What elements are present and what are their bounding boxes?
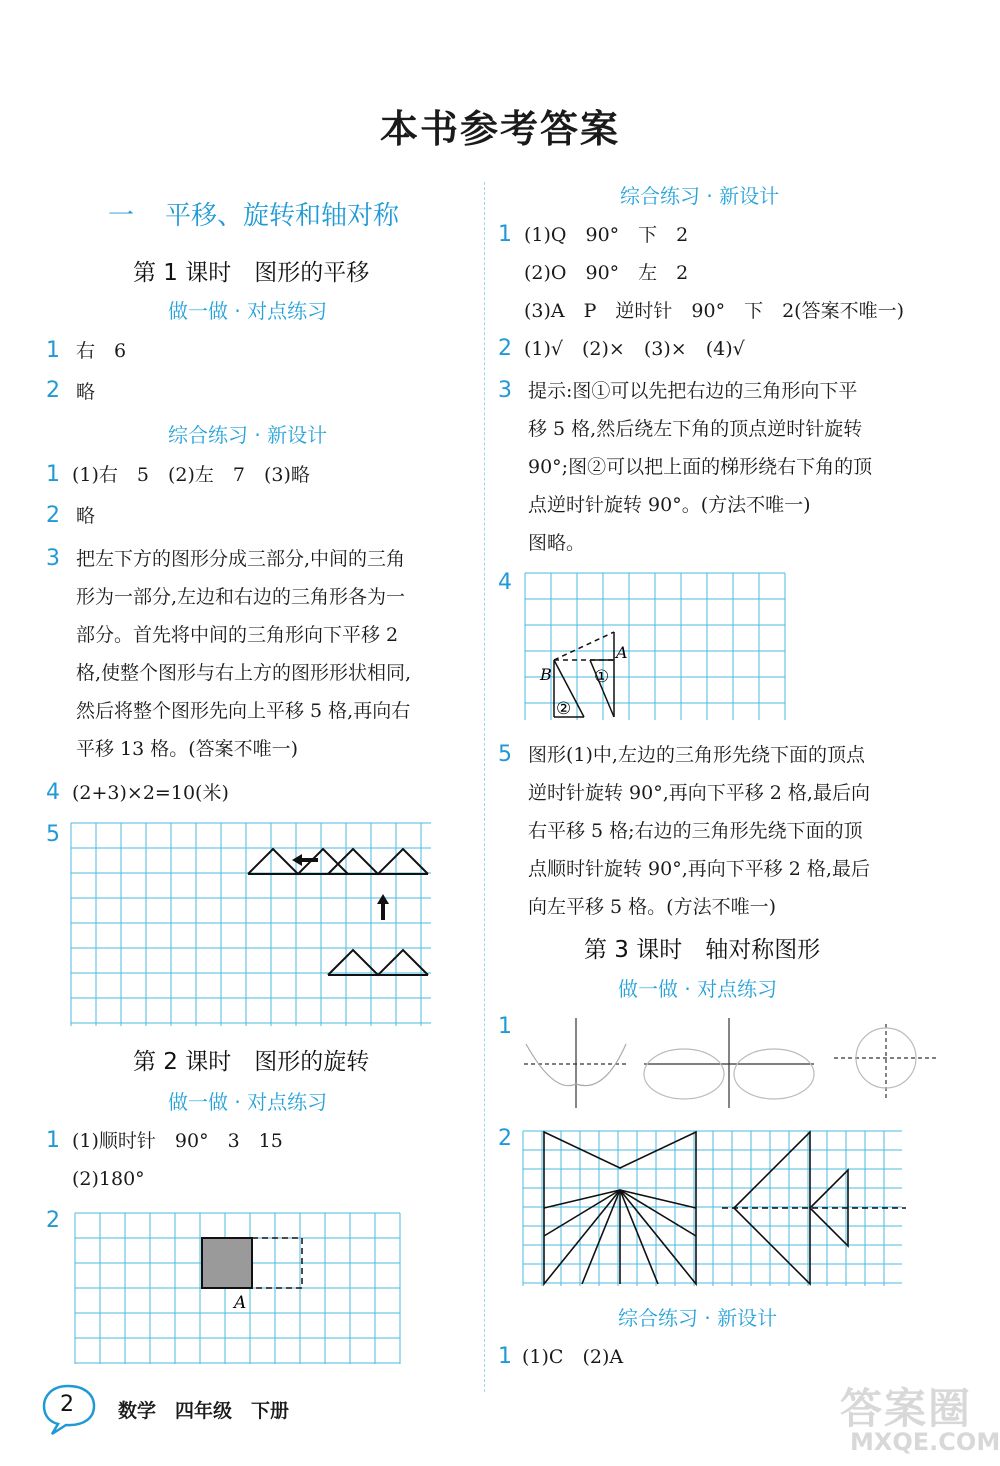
question-number: 5 <box>498 742 512 767</box>
rotation-answer-grid <box>524 572 786 722</box>
fig4-label-b: B <box>540 665 552 684</box>
answer-text: 右 6 <box>76 340 127 362</box>
symmetry-figures <box>514 1014 944 1114</box>
lesson2-title: 第 2 课时 图形的旋转 <box>133 1049 370 1075</box>
fig4-label-a: A <box>616 643 628 662</box>
answer-text: (1)√ (2)× (3)× (4)√ <box>524 338 745 360</box>
question-number: 2 <box>46 503 60 528</box>
answer-paragraph: (1)Q 90° 下 2 (2)O 90° 左 2 (3)A P 逆时针 90° 下 2(答案不唯一) <box>524 224 905 322</box>
answer-paragraph: 把左下方的图形分成三部分,中间的三角 形为一部分,左边和右边的三角形各为一 部分。首先将中间的三角形向下平移 2 格,使整个图形与右上方的图形形状相同, 然后将整个图形先向上平移 5 格,再向右 平移 13 格。(答案不唯一) <box>76 548 412 760</box>
lesson3-section-comprehensive: 综合练习 · 新设计 <box>618 1306 778 1330</box>
question-number: 4 <box>498 570 512 595</box>
answer-text: 略 <box>76 505 96 527</box>
book-info: 数学 四年级 下册 <box>118 1400 290 1422</box>
watermark-logo: 答案圈 <box>840 1384 973 1433</box>
answer-text: (1)右 5 (2)左 7 (3)略 <box>72 464 310 486</box>
page-number: 2 <box>60 1392 74 1417</box>
question-number: 1 <box>46 338 60 363</box>
translation-grid-figure <box>70 822 432 1027</box>
lesson1-section-practice: 做一做 · 对点练习 <box>168 299 328 323</box>
question-number: 1 <box>498 1344 512 1369</box>
question-number: 3 <box>498 378 512 403</box>
rotation-grid-figure <box>74 1212 404 1368</box>
answer-paragraph: (1)顺时针 90° 3 15 (2)180° <box>72 1130 283 1190</box>
chapter-number: 一 <box>108 201 135 231</box>
answer-text: (2+3)×2=10(米) <box>72 782 229 804</box>
lesson3-section-practice: 做一做 · 对点练习 <box>618 977 778 1001</box>
column-divider <box>484 182 485 1392</box>
question-number: 2 <box>46 1208 60 1233</box>
question-number: 1 <box>498 1014 512 1039</box>
question-number: 5 <box>46 822 60 847</box>
question-number: 1 <box>46 462 60 487</box>
symmetry-grid-figure <box>522 1130 906 1288</box>
answer-paragraph: 图形(1)中,左边的三角形先绕下面的顶点 逆时针旋转 90°,再向下平移 2 格,最后向 右平移 5 格;右边的三角形先绕下面的顶 点顺时针旋转 90°,再向下平移 2 格,最后 向左平移 5 格。(方法不唯一) <box>528 744 870 918</box>
question-number: 1 <box>498 222 512 247</box>
question-number: 2 <box>498 336 512 361</box>
question-number: 2 <box>498 1126 512 1151</box>
chapter-title: 平移、旋转和轴对称 <box>165 201 400 231</box>
question-number: 4 <box>46 780 60 805</box>
lesson1-title: 第 1 课时 图形的平移 <box>133 260 370 286</box>
answer-text: (1)C (2)A <box>522 1346 624 1368</box>
watermark-url: MXQE.COM <box>850 1428 1000 1456</box>
lesson2-section-practice: 做一做 · 对点练习 <box>168 1090 328 1114</box>
answer-text: 略 <box>76 381 96 403</box>
question-number: 3 <box>46 546 60 571</box>
answer-paragraph: 提示:图①可以先把右边的三角形向下平 移 5 格,然后绕左下角的顶点逆时针旋转 90°;图②可以把上面的梯形绕右下角的顶 点逆时针旋转 90°。(方法不唯一) 图略。 <box>528 380 873 554</box>
fig4-label-1: ① <box>594 667 610 687</box>
point-label-a: A <box>234 1293 247 1313</box>
lesson1-section-comprehensive: 综合练习 · 新设计 <box>168 423 328 447</box>
fig4-label-2: ② <box>556 699 572 719</box>
right-section-comprehensive: 综合练习 · 新设计 <box>620 184 780 208</box>
page-title: 本书参考答案 <box>379 106 620 151</box>
question-number: 1 <box>46 1128 60 1153</box>
lesson3-title: 第 3 课时 轴对称图形 <box>584 937 821 963</box>
question-number: 2 <box>46 378 60 403</box>
